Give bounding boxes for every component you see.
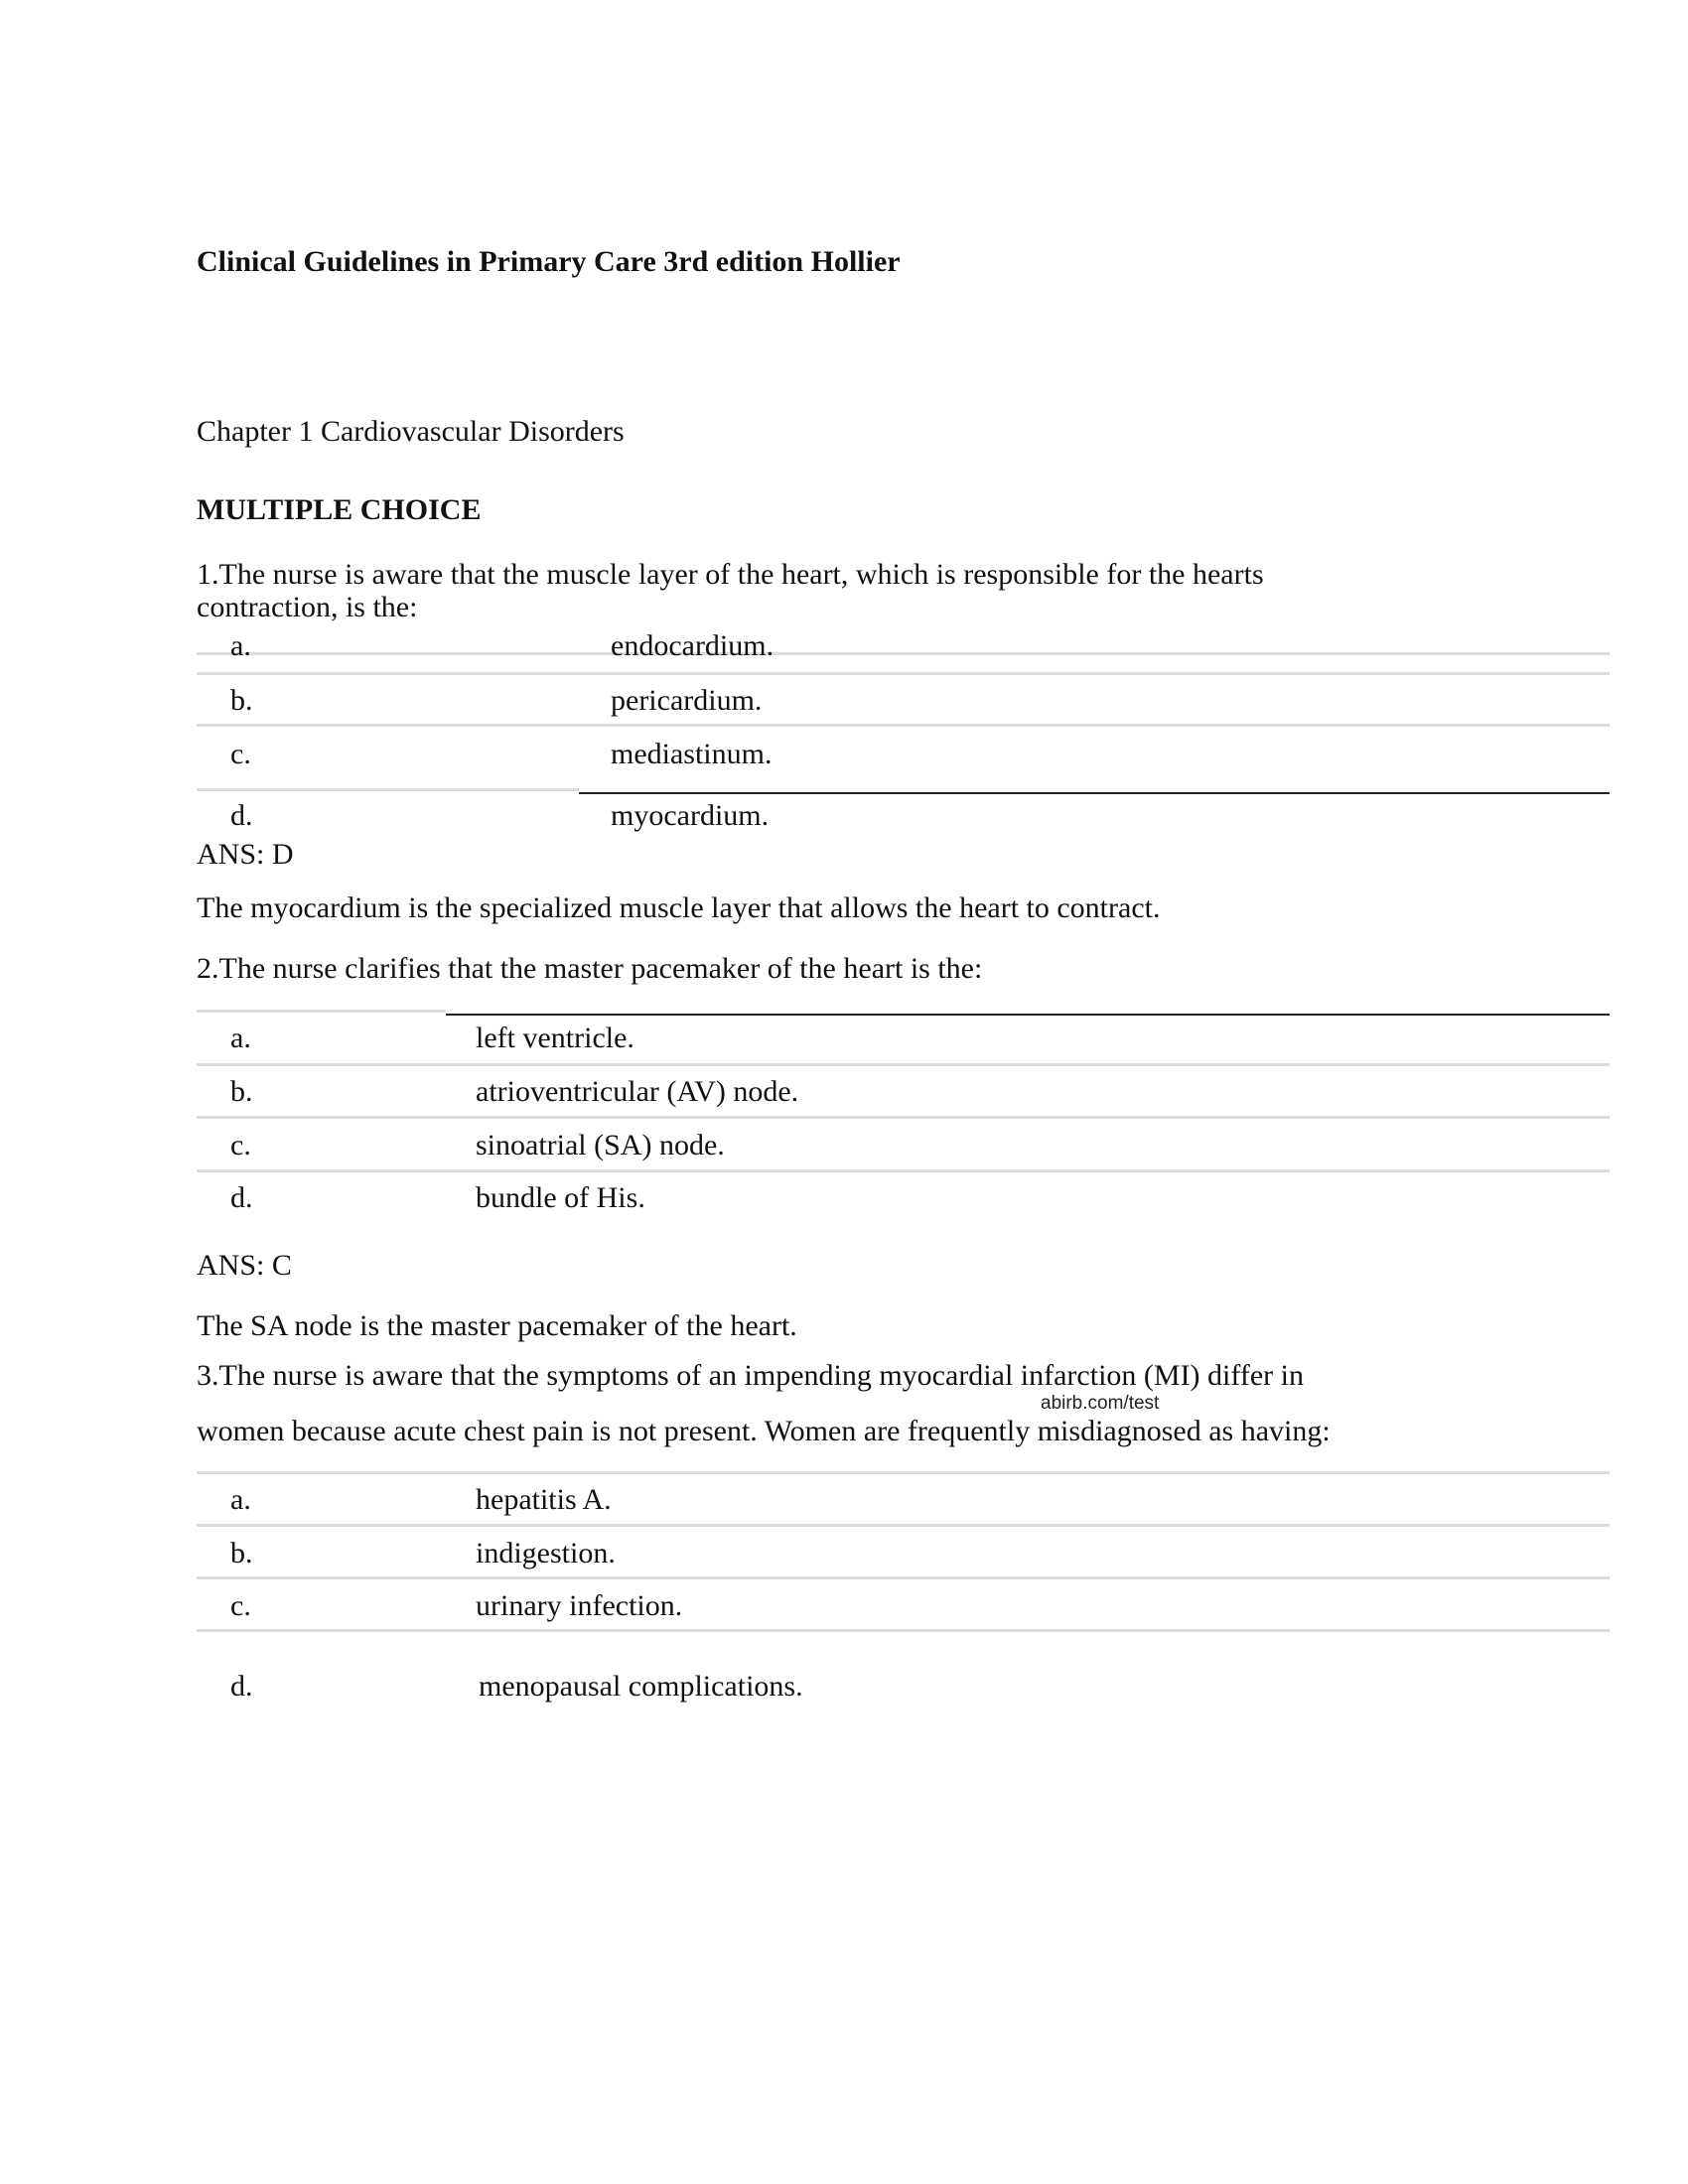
question-3-stem-line-1: 3.The nurse is aware that the symptoms of an impending myocardial infarction (MI) differ in bbox=[197, 1359, 1304, 1392]
table-rule bbox=[197, 1576, 1610, 1579]
table-rule bbox=[197, 1010, 446, 1013]
option-letter: b. bbox=[230, 1537, 253, 1570]
option-text: bundle of His. bbox=[476, 1181, 645, 1214]
option-text: menopausal complications. bbox=[479, 1670, 803, 1703]
option-text: mediastinum. bbox=[611, 738, 773, 770]
table-rule bbox=[197, 1116, 1610, 1119]
table-rule-dark bbox=[446, 1014, 1610, 1016]
section-heading: MULTIPLE CHOICE bbox=[197, 493, 482, 526]
table-rule bbox=[197, 672, 1610, 675]
answer-1: ANS: D bbox=[197, 838, 294, 871]
option-letter: d. bbox=[230, 799, 253, 832]
table-rule bbox=[197, 724, 1610, 727]
option-text: pericardium. bbox=[611, 684, 763, 717]
option-text: hepatitis A. bbox=[476, 1483, 612, 1516]
option-letter: b. bbox=[230, 1075, 253, 1108]
option-letter: b. bbox=[230, 684, 253, 717]
option-text: urinary infection. bbox=[476, 1589, 683, 1622]
option-letter: a. bbox=[230, 1483, 251, 1516]
watermark: abirb.com/test bbox=[1041, 1393, 1160, 1414]
question-2-stem: 2.The nurse clarifies that the master pacemaker of the heart is the: bbox=[197, 952, 983, 985]
option-letter: d. bbox=[230, 1670, 253, 1703]
table-rule bbox=[197, 1169, 1610, 1172]
rationale-1: The myocardium is the specialized muscle layer that allows the heart to contract. bbox=[197, 891, 1161, 924]
option-letter: d. bbox=[230, 1181, 253, 1214]
rationale-2: The SA node is the master pacemaker of the heart. bbox=[197, 1309, 797, 1342]
table-rule bbox=[197, 652, 1610, 655]
option-letter: a. bbox=[230, 1022, 251, 1054]
table-rule bbox=[197, 1471, 1610, 1474]
answer-2: ANS: C bbox=[197, 1249, 292, 1282]
option-text: endocardium. bbox=[611, 629, 774, 662]
question-3-stem-line-2: women because acute chest pain is not present. Women are frequently misdiagnosed as having: bbox=[197, 1415, 1331, 1447]
table-rule bbox=[197, 1524, 1610, 1527]
option-text: left ventricle. bbox=[476, 1022, 634, 1054]
option-text: myocardium. bbox=[611, 799, 770, 832]
option-letter: c. bbox=[230, 1589, 251, 1622]
option-letter: c. bbox=[230, 1129, 251, 1161]
chapter-heading: Chapter 1 Cardiovascular Disorders bbox=[197, 415, 625, 448]
option-text: atrioventricular (AV) node. bbox=[476, 1075, 799, 1108]
table-rule bbox=[197, 788, 579, 791]
table-rule bbox=[197, 1063, 1610, 1066]
table-rule-dark bbox=[579, 792, 1610, 794]
option-text: sinoatrial (SA) node. bbox=[476, 1129, 725, 1161]
option-letter: c. bbox=[230, 738, 251, 770]
question-1-stem-line-1: 1.The nurse is aware that the muscle layer of the heart, which is responsible for the hearts bbox=[197, 558, 1264, 591]
question-1-stem-line-2: contraction, is the: bbox=[197, 591, 418, 623]
document-title: Clinical Guidelines in Primary Care 3rd edition Hollier bbox=[197, 245, 901, 278]
option-letter: a. bbox=[230, 629, 251, 662]
table-rule bbox=[197, 1629, 1610, 1632]
option-text: indigestion. bbox=[476, 1537, 616, 1570]
